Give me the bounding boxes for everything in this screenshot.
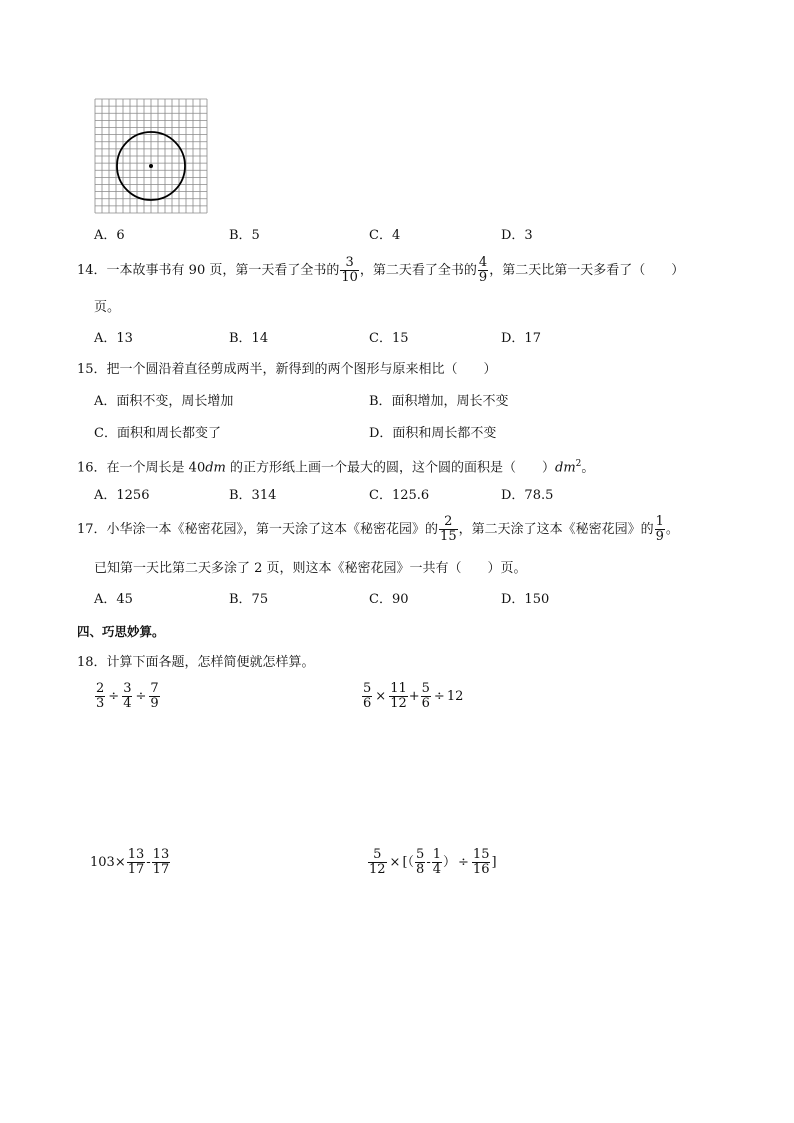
e4-frac-c [432, 848, 442, 877]
grid-lines [95, 99, 207, 213]
q13-option-b[interactable]: B．5 [229, 228, 260, 243]
e1-c-den: 9 [150, 696, 159, 711]
e4-b-den: 8 [416, 862, 425, 877]
q18-expression-2 [361, 681, 463, 713]
q14-fraction-1 [340, 256, 359, 285]
q17-text-1: 17．小华涂一本《秘密花园》，第一天涂了这本《秘密花园》的 [77, 522, 439, 537]
q14-option-a[interactable]: A．13 [94, 331, 133, 346]
e2-frac-c [421, 682, 431, 711]
e3-frac-b [152, 848, 171, 877]
q18-expression-3 [90, 847, 171, 879]
q17-frac2-den: 9 [655, 529, 664, 544]
e2-tail: 12 [446, 689, 464, 704]
e4-c-den: 4 [432, 862, 441, 877]
q15-option-b[interactable]: B．面积增加，周长不变 [369, 394, 509, 409]
q17-frac2-num: 1 [655, 514, 664, 529]
q15-option-c[interactable]: C．面积和周长都变了 [94, 426, 221, 441]
q14-text-2: ，第二天看了全书的 [359, 263, 477, 278]
q18-expression-1 [94, 681, 161, 713]
q15-option-d[interactable]: D．面积和周长都不变 [369, 426, 497, 441]
q13-option-a[interactable]: A．6 [94, 228, 125, 243]
e4-left-bracket: [（ [402, 855, 415, 870]
e4-c-num: 1 [432, 847, 441, 862]
q16-unit-2: dm [555, 460, 576, 476]
q18-expression-4 [367, 847, 497, 879]
e1-op-2: ÷ [135, 689, 147, 704]
e3-a-den: 17 [127, 862, 145, 877]
q13-option-d[interactable]: D．3 [501, 228, 533, 243]
q16-text-1: 16．在一个周长是 40 [77, 460, 206, 476]
e4-frac-d [472, 848, 491, 877]
circle-center-dot [149, 164, 153, 168]
q16-end: 。 [581, 460, 595, 476]
e1-a-num: 2 [96, 681, 105, 696]
e2-c-den: 6 [421, 696, 430, 711]
q14-text-3: ，第二天比第一天多看了（ ） [489, 263, 685, 278]
q16-option-c[interactable]: C．125.6 [369, 488, 430, 503]
q14-fraction-2 [478, 256, 488, 285]
e3-frac-a [127, 848, 146, 877]
q15-question: 15．把一个圆沿着直径剪成两半，新得到的两个图形与原来相比（ ） [77, 362, 497, 377]
e3-a-num: 13 [127, 847, 145, 862]
q16-superscript: 2 [575, 459, 582, 469]
e2-c-num: 5 [421, 681, 430, 696]
q17-frac1-num: 2 [439, 515, 458, 530]
e4-op-2: - [426, 855, 431, 870]
e4-frac-a [368, 848, 387, 877]
q17-fraction-1 [439, 515, 458, 544]
q17-option-b[interactable]: B．75 [229, 592, 269, 607]
e4-b-num: 5 [416, 847, 425, 862]
e1-frac-b [122, 682, 132, 711]
q16-unit-1: dm [205, 460, 226, 476]
q14-option-d[interactable]: D．17 [501, 331, 541, 346]
e1-frac-a [95, 682, 105, 711]
q17-question [77, 515, 679, 545]
e4-right-paren: ） [443, 855, 457, 870]
e2-op-1: × [375, 689, 387, 704]
q14-frac2-num: 4 [478, 255, 488, 270]
e2-a-den: 6 [363, 696, 372, 711]
e2-b-num: 11 [390, 681, 407, 696]
e1-b-num: 3 [123, 681, 132, 696]
e2-b-den: 12 [390, 696, 407, 711]
q14-frac1-num: 3 [340, 256, 359, 271]
q16-option-d[interactable]: D．78.5 [501, 488, 554, 503]
q17-line-2: 已知第一天比第二天多涂了 2 页，则这本《秘密花园》一共有（ ）页。 [94, 561, 527, 576]
q14-line-2: 页。 [94, 300, 121, 315]
q14-question [77, 256, 684, 286]
e4-a-den: 12 [369, 862, 386, 877]
e2-frac-b [389, 682, 408, 711]
grid-circle-figure [94, 98, 208, 214]
e1-b-den: 4 [123, 696, 132, 711]
q18-question: 18．计算下面各题，怎样简便就怎样算。 [77, 655, 315, 670]
e1-frac-c [149, 682, 159, 711]
e3-lead: 103× [90, 855, 126, 870]
e2-op-2: + [408, 689, 420, 704]
e2-op-3: ÷ [433, 689, 445, 704]
e4-a-num: 5 [368, 848, 387, 863]
e3-b-den: 17 [152, 862, 170, 877]
section-4-title: 四、巧思妙算。 [77, 624, 165, 639]
q17-option-c[interactable]: C．90 [369, 592, 409, 607]
q14-option-c[interactable]: C．15 [369, 331, 409, 346]
e4-right-bracket: ] [491, 855, 497, 870]
q16-option-a[interactable]: A．1256 [94, 488, 150, 503]
q16-question [77, 456, 594, 476]
e2-frac-a [362, 682, 372, 711]
e1-a-den: 3 [96, 696, 105, 711]
e3-b-num: 13 [152, 847, 170, 862]
e4-d-num: 15 [472, 847, 490, 862]
e4-op-1: × [389, 855, 401, 870]
q16-option-b[interactable]: B．314 [229, 488, 277, 503]
q16-text-2: 的正方形纸上画一个最大的圆，这个圆的面积是（ ） [225, 460, 556, 476]
q17-text-2: ，第二天涂了这本《秘密花园》的 [458, 522, 654, 537]
q13-option-c[interactable]: C．4 [369, 228, 401, 243]
e4-op-3: ÷ [458, 855, 469, 870]
e4-d-den: 16 [472, 862, 490, 877]
e1-op-1: ÷ [108, 689, 120, 704]
q17-option-d[interactable]: D．150 [501, 592, 550, 607]
q17-fraction-2 [655, 515, 665, 544]
q15-option-a[interactable]: A．面积不变，周长增加 [94, 394, 234, 409]
q17-frac1-den: 15 [440, 529, 457, 544]
e4-frac-b [415, 848, 425, 877]
q14-text-1: 14．一本故事书有 90 页，第一天看了全书的 [77, 263, 340, 278]
e1-c-num: 7 [150, 681, 159, 696]
q17-end: 。 [665, 522, 679, 537]
q14-frac1-den: 10 [341, 270, 358, 285]
e2-a-num: 5 [363, 681, 372, 696]
q17-option-a[interactable]: A．45 [94, 592, 133, 607]
e3-op-1: - [146, 855, 151, 870]
q14-frac2-den: 9 [478, 270, 488, 285]
q14-option-b[interactable]: B．14 [229, 331, 269, 346]
